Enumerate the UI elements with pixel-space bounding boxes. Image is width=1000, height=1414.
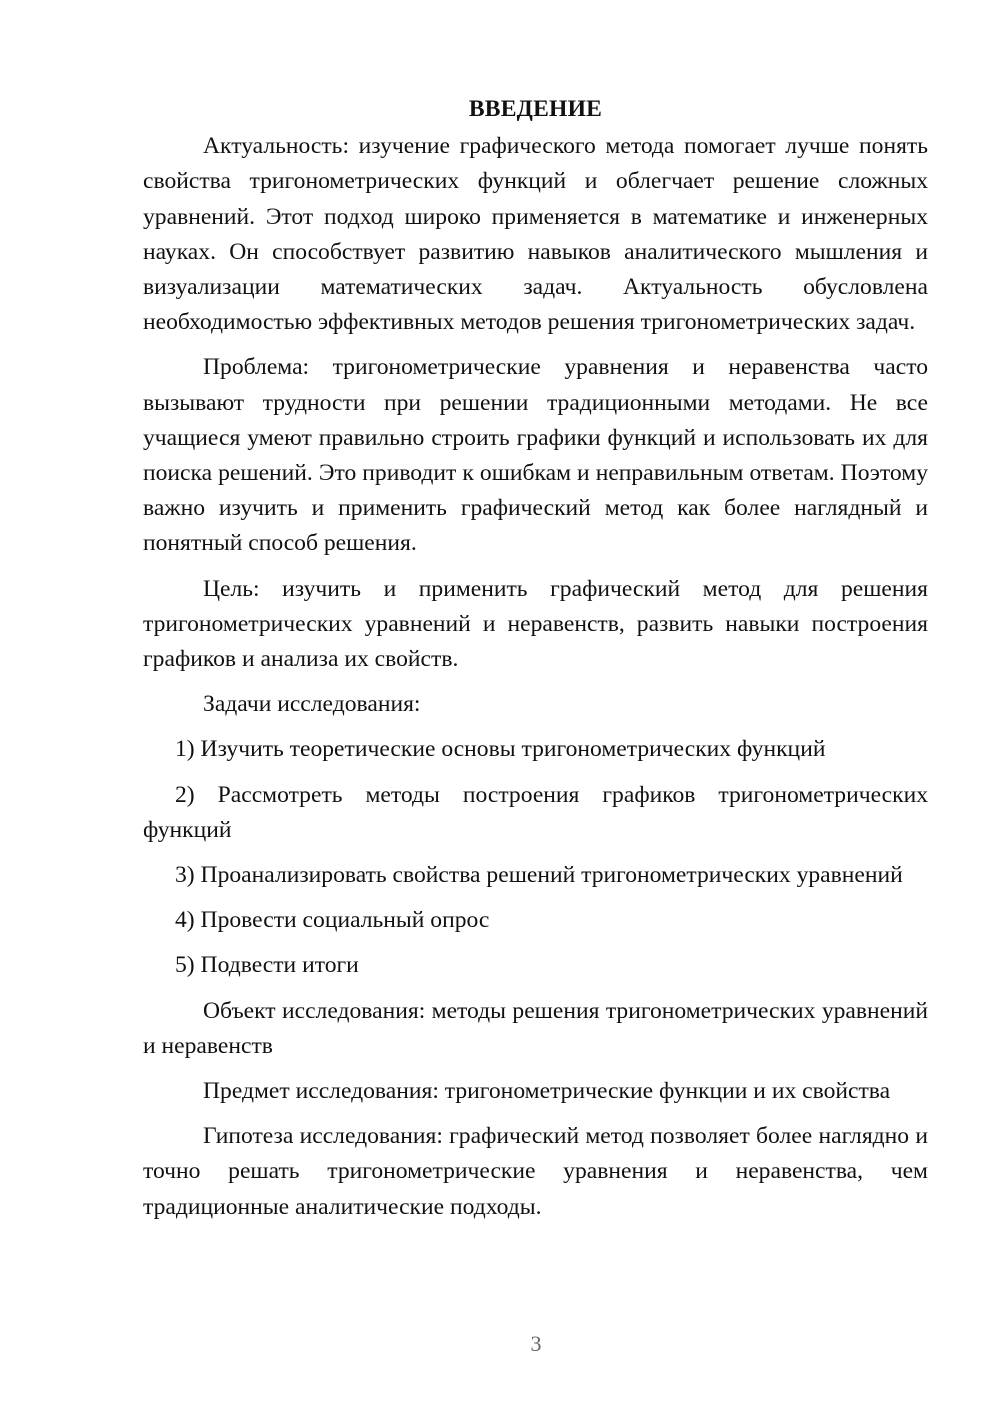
section-title: ВВЕДЕНИЕ [468,96,603,122]
page-number: 3 [530,1331,542,1356]
task-item-4: 4) Провести социальный опрос [175,907,490,934]
task-item-3: 3) Проанализировать свойства решений тригонометрических уравнений [175,862,903,889]
goal-paragraph: Цель: изучить и применить графический метод для решения тригонометрических уравнений и неравенств, развить навыки построения графиков и анализа их свойств. [143,575,928,673]
tasks-heading: Задачи исследования: [203,691,421,718]
page-content [143,92,928,1235]
subject-paragraph: Предмет исследования: тригонометрические функции и их свойства [203,1078,891,1105]
task-item-2: 2) Рассмотреть методы построения графиков тригонометрических функций [143,781,928,843]
problem-paragraph: Проблема: тригонометрические уравнения и неравенства часто вызывают трудности при решении традиционными методами. Не все учащиеся умеют правильно строить графики функций и использовать их для поиска решений. Это приводит к ошибкам и неправильным ответам. Поэтому важно изучить и применить графический метод как более наглядный и понятный способ решения. [143,354,928,557]
task-item-1: 1) Изучить теоретические основы тригонометрических функций [175,736,826,763]
relevance-paragraph: Актуальность: изучение графического метода помогает лучше понять свойства тригонометрических функций и облегчает решение сложных уравнений. Этот подход широко применяется в математике и инженерных науках. Он способствует развитию навыков аналитического мышления и визуализации математических задач. Актуальность обусловлена необходимостью эффективных методов решения тригонометрических задач. [143,133,928,336]
object-paragraph: Объект исследования: методы решения тригонометрических уравнений и неравенств [143,997,928,1059]
hypothesis-paragraph: Гипотеза исследования: графический метод позволяет более наглядно и точно решать тригонометрические уравнения и неравенства, чем традиционные аналитические подходы. [143,1123,928,1220]
task-item-5: 5) Подвести итоги [175,952,359,979]
